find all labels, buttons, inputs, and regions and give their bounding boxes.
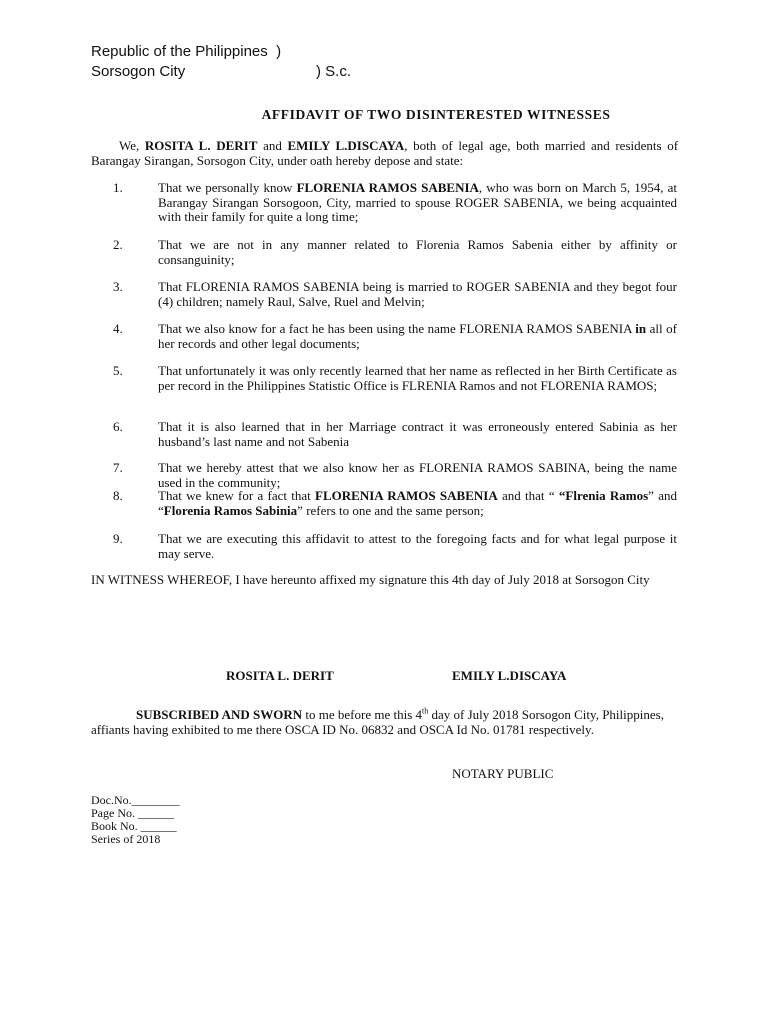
item-text: That FLORENIA RAMOS SABENIA being is married to ROGER SABENIA and they begot four (4) children; namely Raul, Salve, Ruel and Melvin; (158, 279, 677, 309)
item-text: That we are executing this affidavit to attest to the foregoing facts and for what legal purpose it may serve. (158, 531, 677, 561)
item-text: That unfortunately it was only recently learned that her name as reflected in her Birth Certificate as per record in the Philippines Statistic Office is FLRENIA Ramos and not FLORENIA RAMOS; (158, 363, 677, 393)
item-number: 5. (113, 363, 123, 378)
caption-city: Sorsogon City (91, 63, 186, 80)
caption-sc: ) S.c. (316, 63, 352, 80)
registry-page-no: Page No. ______ (91, 806, 174, 820)
item-number: 8. (113, 488, 123, 503)
caption-line-2 (91, 62, 352, 82)
item-text: That we are not in any manner related to Florenia Ramos Sabenia either by affinity or consanguinity; (158, 237, 677, 267)
item-number: 9. (113, 531, 123, 546)
item-text: That we hereby attest that we also know her as FLORENIA RAMOS SABINA, being the name used in the community; (158, 460, 677, 490)
registry-series: Series of 2018 (91, 832, 161, 846)
item-text: That we personally know FLORENIA RAMOS SABENIA, who was born on March 5, 1954, at Barangay Sirangan Sorsogoon, City, married to spouse ROGER SABENIA, we being acquainted with their family for quite a long time; (158, 180, 677, 225)
item-number: 4. (113, 321, 123, 336)
item-text: That we also know for a fact he has been using the name FLORENIA RAMOS SABENIA in all of her records and other legal documents; (158, 321, 678, 351)
item-number: 7. (113, 460, 123, 475)
item-number: 3. (113, 279, 123, 294)
witness-name-2: EMILY L.DISCAYA (287, 138, 405, 153)
witness-name-1: ROSITA L. DERIT (144, 138, 258, 153)
item-number: 1. (113, 180, 123, 195)
witness-clause: IN WITNESS WHEREOF, I have hereunto affixed my signature this 4th day of July 2018 at Sorsogon City (91, 572, 650, 587)
signatory-left: ROSITA L. DERIT (226, 668, 334, 683)
caption-line-1: Republic of the Philippines ) (91, 43, 282, 60)
document-title: AFFIDAVIT OF TWO DISINTERESTED WITNESSES (261, 107, 611, 122)
item-number: 6. (113, 419, 123, 434)
item-number: 2. (113, 237, 123, 252)
item-text: That we knew for a fact that FLORENIA RAMOS SABENIA and that “ “Flrenia Ramos” and “Florenia Ramos Sabinia” refers to one and the same person; (158, 488, 677, 518)
signatory-right: EMILY L.DISCAYA (452, 668, 567, 683)
registry-doc-no: Doc.No.________ (91, 793, 180, 807)
registry-book-no: Book No. ______ (91, 819, 177, 833)
intro-paragraph: We, ROSITA L. DERIT and EMILY L.DISCAYA, both of legal age, both married and residents of Barangay Sirangan, Sorsogon City, under oath hereby depose and state: (91, 138, 679, 168)
item-text: That it is also learned that in her Marriage contract it was erroneously entered Sabinia as her husband’s last name and not Sabenia (158, 419, 677, 449)
jurat-paragraph: SUBSCRIBED AND SWORN to me before me this 4th day of July 2018 Sorsogon City, Philippines, affiants having exhibited to me there OSCA ID No. 06832 and OSCA Id No. 01781 respectively. (91, 706, 664, 737)
notary-public-label: NOTARY PUBLIC (452, 766, 554, 781)
